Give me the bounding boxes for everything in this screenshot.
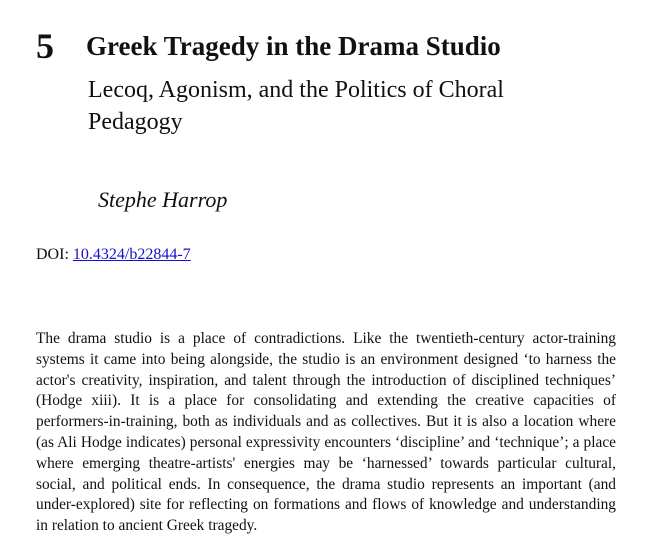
doi-label: DOI: (36, 246, 73, 263)
chapter-subtitle: Lecoq, Agonism, and the Politics of Choral Pedagogy (88, 77, 504, 135)
body-paragraph: The drama studio is a place of contradictions. Like the twentieth-century actor-training systems it came into being alongside, the studio is an environment designed ‘to harness the actor's creativity, inspiration, and talent through the introduction of disciplined techniques’ (Hodge xiii). It is a place for consolidating and extending the creative capacities of performers-in-training, both as individuals and as collectives. But it is also a location where (as Ali Hodge indicates) personal expressivity encounters ‘discipline’ and ‘technique’; a place where emerging theatre-artists' energies may be ‘harnessed’ towards particular cultural, social, and political ends. In consequence, the drama studio represents an important (and under-explored) site for reflecting on formations and flows of knowledge and understanding in relation to ancient Greek tragedy. (36, 330, 616, 535)
author-name: Stephe Harrop (98, 187, 228, 212)
doi-link[interactable]: 10.4324/b22844-7 (72, 246, 191, 263)
doi-line (36, 245, 191, 265)
chapter-number: 5 (36, 26, 54, 66)
chapter-title: Greek Tragedy in the Drama Studio (86, 31, 501, 61)
